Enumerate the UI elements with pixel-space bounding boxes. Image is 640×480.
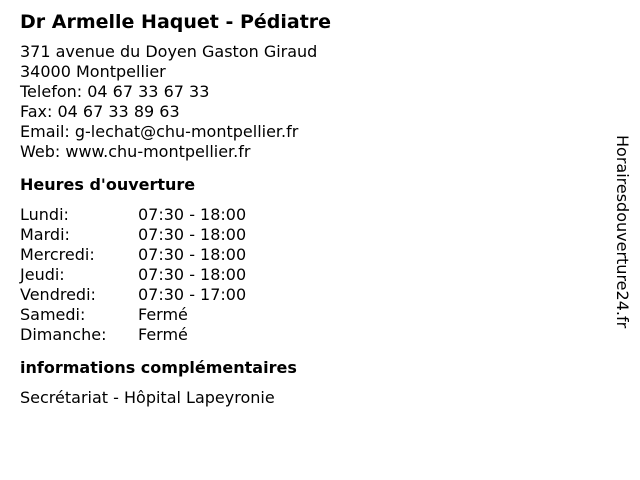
- day-hours: 07:30 - 18:00: [138, 225, 247, 244]
- address-line-1: 371 avenue du Doyen Gaston Giraud: [20, 42, 318, 61]
- hours-row-saturday: [20, 305, 580, 325]
- day-label: Samedi:: [20, 305, 86, 324]
- day-label: Mercredi:: [20, 245, 95, 264]
- address-line-2: 34000 Montpellier: [20, 62, 166, 81]
- day-hours: 07:30 - 18:00: [138, 205, 247, 224]
- fax-number: Fax: 04 67 33 89 63: [20, 102, 180, 121]
- additional-info-heading: informations complémentaires: [20, 358, 297, 377]
- day-hours: 07:30 - 17:00: [138, 285, 247, 304]
- day-hours: Fermé: [138, 305, 188, 324]
- hours-row-sunday: [20, 325, 580, 345]
- day-label: Mardi:: [20, 225, 70, 244]
- day-label: Lundi:: [20, 205, 69, 224]
- site-watermark: Horairesdouverture24.fr: [613, 135, 632, 329]
- hours-row-monday: [20, 205, 580, 225]
- day-label: Vendredi:: [20, 285, 96, 304]
- day-hours: Fermé: [138, 325, 188, 344]
- opening-hours-heading: Heures d'ouverture: [20, 175, 196, 194]
- hours-row-friday: [20, 285, 580, 305]
- phone-number: Telefon: 04 67 33 67 33: [20, 82, 210, 101]
- hours-row-tuesday: [20, 225, 580, 245]
- day-hours: 07:30 - 18:00: [138, 265, 247, 284]
- day-hours: 07:30 - 18:00: [138, 245, 247, 264]
- hours-row-wednesday: [20, 245, 580, 265]
- website: Web: www.chu-montpellier.fr: [20, 142, 251, 161]
- day-label: Jeudi:: [20, 265, 65, 284]
- hours-row-thursday: [20, 265, 580, 285]
- day-label: Dimanche:: [20, 325, 107, 344]
- additional-info-text: Secrétariat - Hôpital Lapeyronie: [20, 388, 275, 407]
- opening-hours-table: [20, 205, 580, 345]
- page-title: Dr Armelle Haquet - Pédiatre: [20, 11, 332, 33]
- business-card: [20, 10, 580, 408]
- email-address: Email: g-lechat@chu-montpellier.fr: [20, 122, 299, 141]
